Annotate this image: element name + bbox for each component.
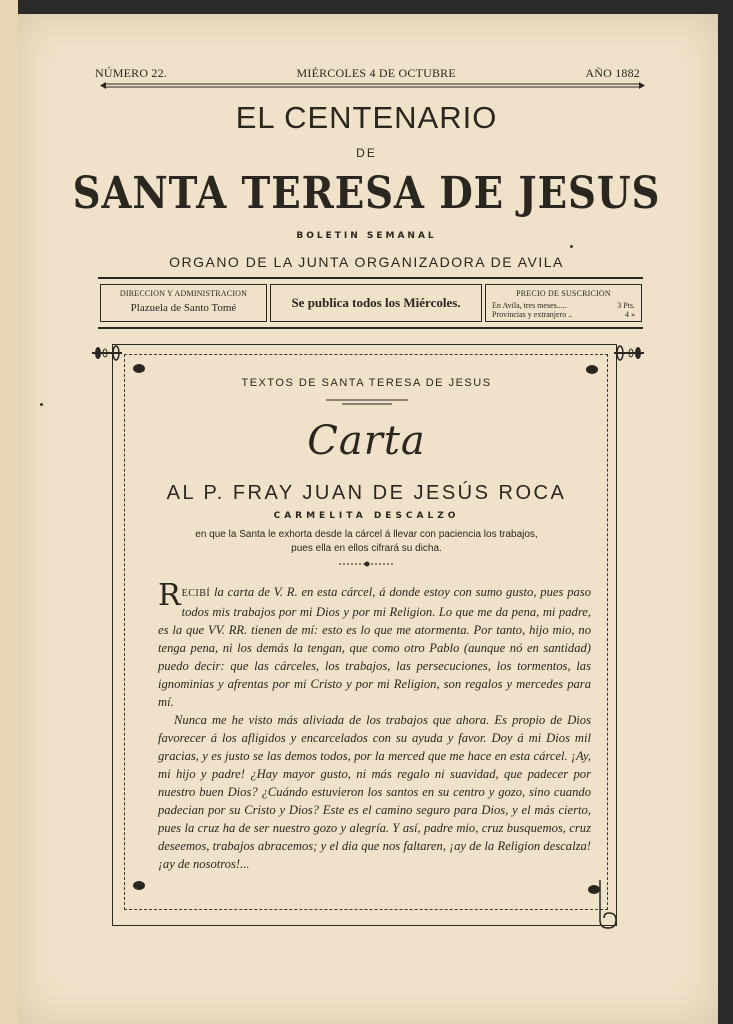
precio-label: PRECIO DE SUSCRICION [516,289,611,298]
info-rule-top [98,277,643,279]
masthead-title-de: DE [356,146,377,160]
divider-ornament-icon [339,560,395,568]
paragraph: Nunca me he visto más aliviada de los trabajos que ahora. Es propio de Dios favorecer á los afligidos y encarcelados con su ayuda y favor. Doy á mi Dios mil gracias, y es justo se las demos todos, por la merced que me hace en esta cárcel. ¡Ay, mi hijo y padre! ¿Hay mayor gusto, ni más regalo ni suavidad, que padecer por nuestro buen Dios? ¿Cuándo estuvieron los santos en su centro y gozo, sino cuando padecian por su Cristo y Dios? Este es el camino seguro para Dios, y el más cierto, pues la cruz ha de ser nuestro gozo y alegría. Y así, padre mio, cruz busquemos, cruz deseemos, trabajos abracemos; y el dia que nos faltaren, ¡ay de la Religion descalza! ¡ay de nosotros!... [158,713,591,871]
issue-number: NÚMERO 22. [95,66,168,80]
publica-box [270,284,482,322]
precio-row: En Avila, tres meses..... 3 Pts. [492,301,635,310]
precio-box [485,284,642,322]
addressee-heading: AL P. FRAY JUAN DE JESÚS ROCA [166,482,567,504]
masthead-title: EL CENTENARIO [235,100,498,135]
masthead-subject: SANTA TERESA DE JESUS [72,168,661,219]
order-heading: CARMELITA DESCALZO [273,511,460,521]
section-heading: TEXTOS DE SANTA TERESA DE JESUS [241,377,492,389]
corner-ornament-icon [586,365,598,374]
publica-text: Se publica todos los Miércoles. [291,295,461,310]
corner-ornament-icon [133,364,145,373]
precio-row: Provincias y extranjero .. 4 » [492,310,635,319]
scroll-rod-right-icon [614,345,644,361]
letter-body [158,578,591,873]
direccion-box [100,284,267,322]
issue-year: AÑO 1882 [585,66,640,80]
first-word: ECIBÍ [181,588,211,599]
issue-date: MIÉRCOLES 4 DE OCTUBRE [296,66,456,80]
drop-cap: R [158,578,181,613]
article-subtitle: en que la Santa le exhorta desde la cárcel á llevar con paciencia los trabajos, pues ella en ellos cifrará su dicha. [195,529,538,554]
carta-heading: Carta [307,418,426,464]
masthead-organo: ORGANO DE LA JUNTA ORGANIZADORA DE AVILA [169,254,564,270]
corner-ornament-icon [133,881,145,890]
direccion-value: Plazuela de Santo Tomé [130,302,237,314]
paragraph: RECIBÍ la carta de V. R. en esta cárcel, á donde estoy con sumo gusto, pues paso todos mis trabajos por mi Dios y por mi Religion. Lo que me da pena, mi padre, es la que VV. RR. tienen de mí: esto es lo que me atormenta. Por tanto, hijo mio, no tenga pena, ni los demás la tengan, que como otro Pablo (aunque nó en santidad) puedo decir: que las cárceles, los trabajos, las persecuciones, los tormentos, las ignominias y afrentas por mi Cristo y por mi Religion, son regalos y mercedes para mí. [158,578,591,709]
scroll-rod-left-icon [92,345,122,361]
info-rule-bottom [98,327,643,329]
page-speck [570,245,573,248]
heading-rule [326,398,408,406]
ornamental-rule [100,82,645,90]
page-speck [40,403,43,406]
masthead-boletin: BOLETIN SEMANAL [296,231,437,241]
masthead-dateline [95,66,640,81]
direccion-label: DIRECCION Y ADMINISTRACION [119,289,248,298]
scroll-curl-icon [598,880,618,930]
